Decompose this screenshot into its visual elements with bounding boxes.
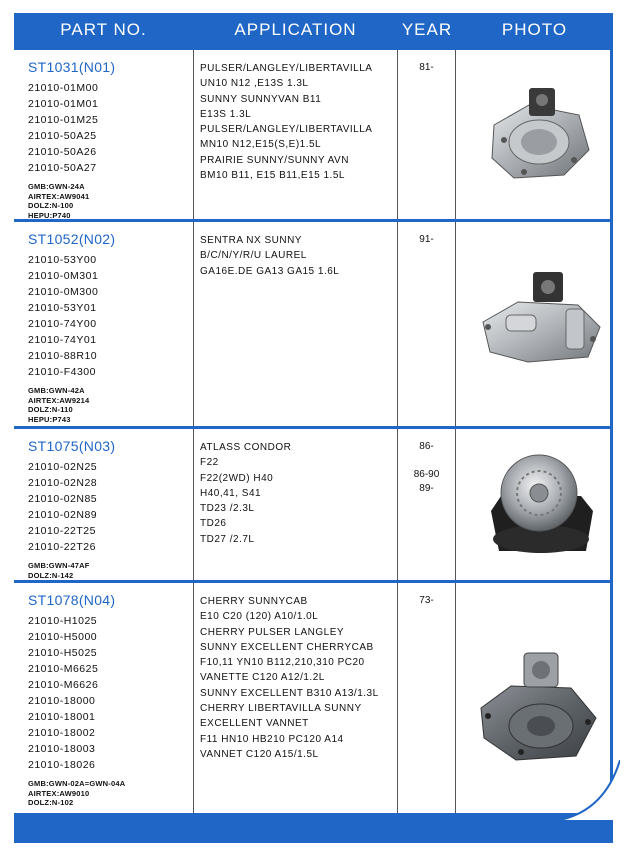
oem-number: 21010-50A27 xyxy=(28,162,97,174)
oem-number: 21010-02N25 xyxy=(28,461,98,473)
oem-number: 21010-18003 xyxy=(28,743,96,755)
application-line: F22(2WD) H40 xyxy=(200,472,274,484)
cross-ref-line: DOLZ:N-110 xyxy=(28,405,73,414)
cross-ref-line: GMB:GWN-24A xyxy=(28,182,85,191)
photo-cell xyxy=(456,50,610,219)
cross-reference xyxy=(28,386,193,424)
header-part-no: PART NO. xyxy=(60,20,147,39)
application-line: H40,41, S41 xyxy=(200,487,262,499)
application-line: SUNNY EXCELLENT CHERRYCAB xyxy=(200,641,374,653)
oem-number: 21010-18001 xyxy=(28,711,96,723)
application-line: CHERRY SUNNYCAB xyxy=(200,596,308,607)
application-cell xyxy=(194,50,398,219)
year-value xyxy=(398,454,455,468)
table-row xyxy=(14,47,613,219)
oem-number: 21010-H5025 xyxy=(28,647,98,659)
photo-cell xyxy=(456,222,610,426)
oem-number: 21010-01M00 xyxy=(28,82,99,94)
oem-number: 21010-02N85 xyxy=(28,493,98,505)
water-pump-icon xyxy=(484,80,594,185)
oem-number: 21010-M6625 xyxy=(28,663,99,675)
oem-number: 21010-F4300 xyxy=(28,366,96,378)
year-value: 73- xyxy=(419,595,434,606)
application-line: E10 C20 (120) A10/1.0L xyxy=(200,611,319,623)
year-value: 86-90 xyxy=(413,469,440,480)
oem-number: 21010-53Y01 xyxy=(28,302,97,314)
table-header xyxy=(14,13,613,47)
header-year: YEAR xyxy=(401,20,453,39)
page-curl-decoration xyxy=(560,760,620,820)
application-line: F22 xyxy=(200,457,219,469)
cross-reference xyxy=(28,182,193,220)
oem-number: 21010-02N28 xyxy=(28,477,98,489)
part-code: ST1078(N04) xyxy=(28,592,116,608)
cross-ref-line: AIRTEX:AW9041 xyxy=(28,191,90,201)
application-line: MN10 N12,E15(S,E)1.5L xyxy=(200,139,322,151)
part-cell xyxy=(14,583,194,813)
year-value: 81- xyxy=(419,62,434,73)
application-line: PULSER/LANGLEY/LIBERTAVILLA xyxy=(200,63,373,74)
oem-number: 21010-01M25 xyxy=(28,114,99,126)
application-line: VANETTE C120 A12/1.2L xyxy=(200,672,325,684)
oem-number: 21010-02N89 xyxy=(28,509,98,521)
application-line: SUNNY EXCELLENT B310 A13/1.3L xyxy=(200,687,379,699)
application-line: CHERRY LIBERTAVILLA SUNNY xyxy=(200,703,362,715)
application-line: EXCELLENT VANNET xyxy=(200,718,309,730)
oem-number: 21010-50A25 xyxy=(28,130,97,142)
application-line: SENTRA NX SUNNY xyxy=(200,235,302,246)
water-pump-icon xyxy=(476,648,601,768)
fan-clutch-pump-icon xyxy=(481,451,599,561)
application-cell xyxy=(194,583,398,813)
page-footer-bar xyxy=(14,813,613,843)
year-cell xyxy=(398,222,456,426)
application-line: CHERRY PULSER LANGLEY xyxy=(200,626,345,638)
application-cell xyxy=(194,222,398,426)
water-pump-icon xyxy=(478,267,606,367)
photo-cell xyxy=(456,429,610,580)
application-line: E13S 1.3L xyxy=(200,108,252,120)
cross-ref-line: GMB:GWN-47AF xyxy=(28,561,90,570)
oem-number: 21010-18002 xyxy=(28,727,96,739)
part-cell xyxy=(14,50,194,219)
oem-number: 21010-M6626 xyxy=(28,679,99,691)
year-value: 91- xyxy=(419,234,434,245)
oem-number: 21010-18000 xyxy=(28,695,96,707)
oem-number: 21010-53Y00 xyxy=(28,254,97,266)
year-cell xyxy=(398,50,456,219)
application-line: F11 HN10 HB210 PC120 A14 xyxy=(200,733,344,745)
oem-number: 21010-50A26 xyxy=(28,146,97,158)
application-line: SUNNY SUNNYVAN B11 xyxy=(200,93,322,105)
part-code: ST1052(N02) xyxy=(28,231,116,247)
year-cell xyxy=(398,583,456,813)
cross-ref-line: GMB:GWN-02A=GWN-04A xyxy=(28,779,126,788)
oem-number: 21010-22T26 xyxy=(28,541,96,553)
application-line: TD26 xyxy=(200,518,227,530)
oem-number: 21010-0M301 xyxy=(28,270,99,282)
cross-ref-line: AIRTEX:AW9214 xyxy=(28,395,90,405)
year-cell xyxy=(398,429,456,580)
oem-number: 21010-74Y01 xyxy=(28,334,97,346)
application-cell xyxy=(194,429,398,580)
application-line: B/C/N/Y/R/U LAUREL xyxy=(200,250,307,262)
application-line: GA16E.DE GA13 GA15 1.6L xyxy=(200,265,340,277)
oem-number: 21010-22T25 xyxy=(28,525,96,537)
cross-reference xyxy=(28,779,193,808)
header-application: APPLICATION xyxy=(234,20,357,39)
cross-reference xyxy=(28,561,193,580)
application-line: PULSER/LANGLEY/LIBERTAVILLA xyxy=(200,124,373,136)
application-line: VANNET C120 A15/1.5L xyxy=(200,748,319,760)
part-code: ST1075(N03) xyxy=(28,438,116,454)
table-row xyxy=(14,426,613,580)
application-line: TD23 /2.3L xyxy=(200,503,255,515)
oem-number: 21010-H1025 xyxy=(28,615,98,627)
oem-number: 21010-88R10 xyxy=(28,350,98,362)
application-line: TD27 /2.7L xyxy=(200,533,255,545)
oem-number: 21010-01M01 xyxy=(28,98,99,110)
header-photo: PHOTO xyxy=(501,20,568,39)
part-cell xyxy=(14,222,194,426)
cross-ref-line: GMB:GWN-42A xyxy=(28,386,85,395)
application-line: BM10 B11, E15 B11,E15 1.5L xyxy=(200,170,345,182)
part-cell xyxy=(14,429,194,580)
application-line: PRAIRIE SUNNY/SUNNY AVN xyxy=(200,154,349,166)
oem-number: 21010-0M300 xyxy=(28,286,99,298)
year-value: 89- xyxy=(419,483,434,494)
cross-ref-line: DOLZ:N-100 xyxy=(28,201,74,210)
application-line: UN10 N12 ,E13S 1.3L xyxy=(200,78,309,90)
oem-number: 21010-74Y00 xyxy=(28,318,97,330)
cross-ref-line: HEPU:P740 xyxy=(28,210,71,220)
cross-ref-line: DOLZ:N-102 xyxy=(28,798,74,807)
year-value: 86- xyxy=(419,441,434,452)
cross-ref-line: AIRTEX:AW9010 xyxy=(28,788,90,798)
cross-ref-line: DOLZ:N-142 xyxy=(28,570,74,580)
part-code: ST1031(N01) xyxy=(28,59,116,75)
application-line: ATLASS CONDOR xyxy=(200,442,292,453)
oem-number: 21010-H5000 xyxy=(28,631,98,643)
cross-ref-line: HEPU:P743 xyxy=(28,414,71,424)
application-line: F10,11 YN10 B112,210,310 PC20 xyxy=(200,657,365,669)
oem-number: 21010-18026 xyxy=(28,759,96,771)
table-row xyxy=(14,219,613,426)
table-row xyxy=(14,580,613,813)
